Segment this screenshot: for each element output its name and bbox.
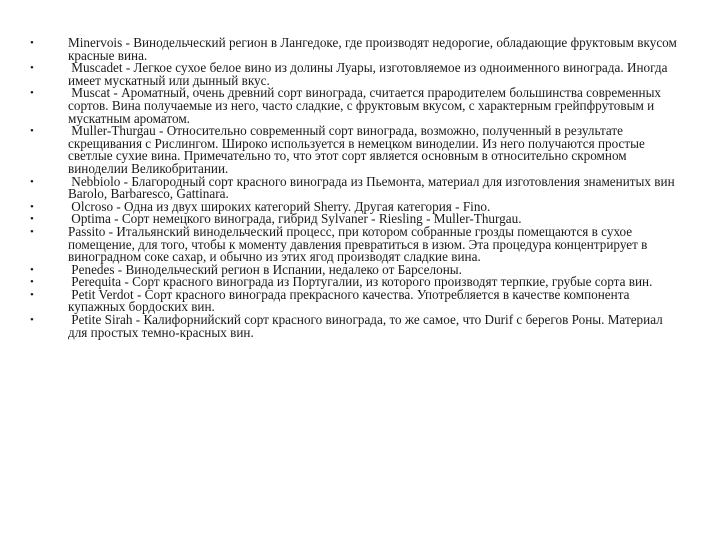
bullet-icon: •: [30, 200, 34, 213]
entry-text: Muller-Thurgau - Относительно современный сорт винограда, возможно, полученный в результате скрещивания с Рислингом. Широко используется в немецком виноделии. Из него получаются простые светлые сухие вина. Примечательно то, что этот сорт является основным в относительно скромном виноделии Великобритании.: [68, 123, 649, 176]
bullet-icon: •: [30, 62, 34, 75]
glossary-entry-nebbiolo: [30, 173, 680, 202]
bullet-icon: •: [30, 125, 34, 138]
glossary-entry-minervois: [30, 37, 680, 62]
entry-text: Petit Verdot - Сорт красного винограда прекрасного качества. Употребляется в качестве компонента купажных бордоских вин.: [68, 286, 633, 315]
entry-text: Olcroso - Одна из двух широких категорий Sherry. Другая категория - Fino.: [68, 198, 491, 214]
entry-text: Minervois - Винодельческий регион в Лангедоке, где производят недорогие, обладающие фруктовым вкусом красные вина.: [68, 35, 681, 63]
glossary-entry-passito: [30, 223, 680, 265]
bullet-icon: •: [30, 213, 34, 226]
glossary-entry-petite-sirah: [30, 314, 680, 339]
bullet-icon: •: [30, 175, 34, 188]
entry-text: Petite Sirah - Калифорнийский сорт красного винограда, то же самое, что Durif с берегов Роны. Материал для простых темно-красных вин.: [68, 312, 667, 340]
glossary-entry-petit-verdot: [30, 286, 680, 315]
glossary-entry-muscat: [30, 87, 680, 125]
glossary-entry-muscadet: [30, 62, 680, 87]
bullet-icon: •: [30, 288, 34, 301]
entry-text: Penedes - Винодельческий регион в Испании, недалеко от Барселоны.: [68, 261, 462, 277]
entry-text: Optima - Сорт немецкого винограда, гибрид Sylvaner - Riesling - Muller-Thurgau.: [68, 211, 522, 227]
bullet-icon: •: [30, 263, 34, 276]
glossary-list: [30, 37, 680, 339]
bullet-icon: •: [30, 225, 34, 238]
entry-text: Passito - Итальянский винодельческий процесс, при котором собранные грозды помещаются в сухое помещение, для того, чтобы к моменту давления превратиться в изюм. Эта процедура концентрирует в виноградном соке сахар, и обычно из этих ягод производят сладкие вина.: [68, 223, 651, 265]
bullet-icon: •: [30, 276, 34, 289]
entry-text: Muscat - Ароматный, очень древний сорт винограда, считается прародителем большинства современных сортов. Вина получаемые из него, часто сладкие, с фруктовым вкусом, с характерным грейпфрутовым и мускатным ароматом.: [68, 85, 665, 126]
entry-text: Muscadet - Легкое сухое белое вино из долины Луары, изготовляемое из одноименного винограда. Иногда имеет мускатный или дынный вкус.: [68, 60, 671, 88]
bullet-icon: •: [30, 37, 34, 49]
entry-text: Perequita - Сорт красного винограда из Португалии, из которого производят терпкие, грубые сорта вин.: [68, 274, 653, 290]
entry-text: Nebbiolo - Благородный сорт красного винограда из Пьемонта, материал для изготовления знаменитых вин Barolo, Barbaresco, Gattinara.: [68, 173, 678, 202]
bullet-icon: •: [30, 87, 34, 100]
bullet-icon: •: [30, 314, 34, 327]
glossary-entry-muller-thurgau: [30, 125, 680, 175]
